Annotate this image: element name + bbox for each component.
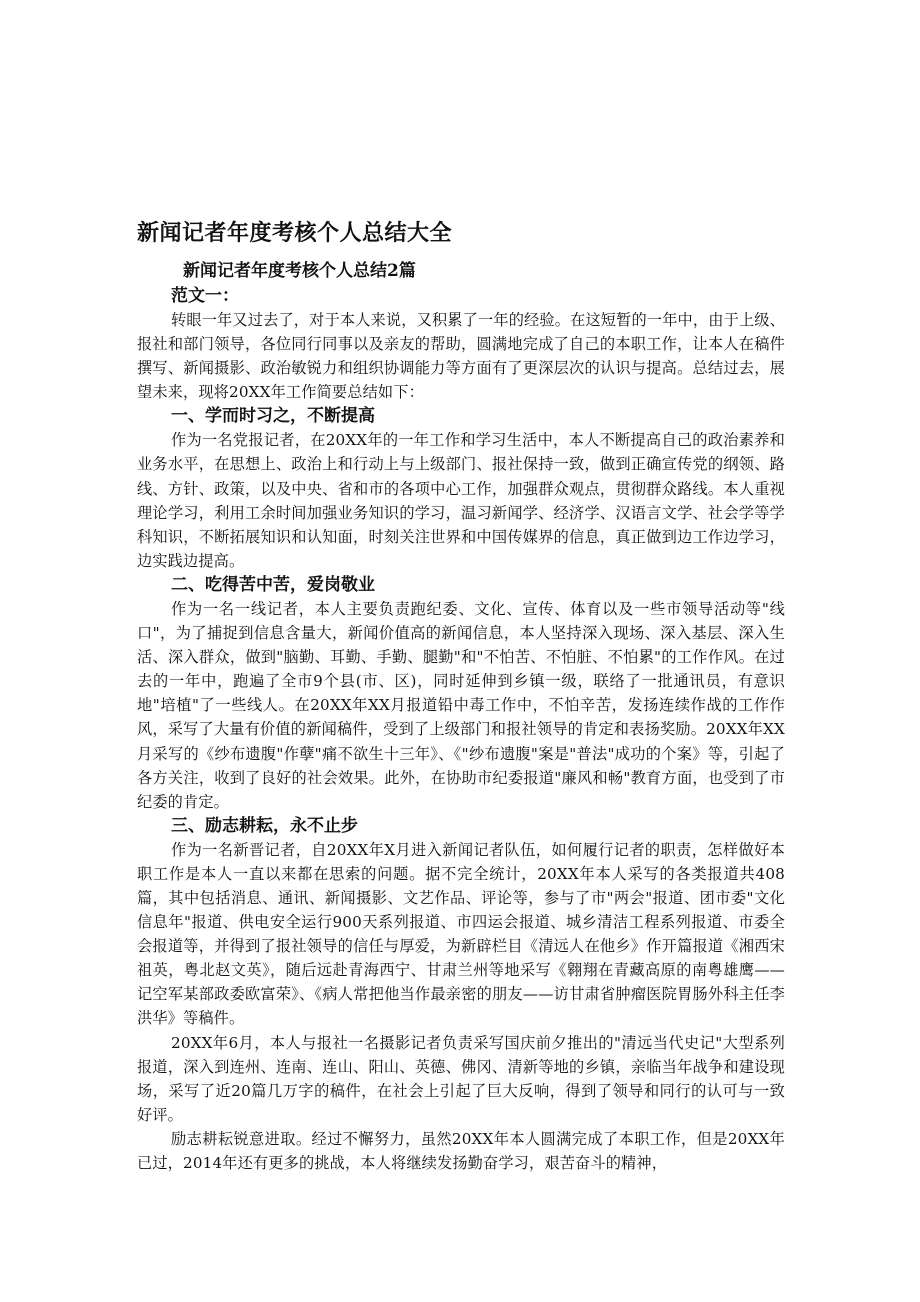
section-heading-1: 一、学而时习之，不断提高 xyxy=(171,406,375,427)
document-body xyxy=(137,258,785,1175)
section-3-paragraph-1: 作为一名新晋记者，自20XX年X月进入新闻记者队伍，如何履行记者的职责，怎样做好本职工作是本人一直以来都在思索的问题。据不完全统计，20XX年本人采写的各类报道共408篇，其中包括消息、通讯、新闻摄影、文艺作品、评论等，参与了市"两会"报道、团市委"文化信息年"报道、供电安全运行900天系列报道、市四运会报道、城乡清洁工程系列报道、市委全会报道等，并得到了报社领导的信任与厚爱，为新辟栏目《清远人在他乡》作开篇报道《湘西宋祖英，粤北赵文英》，随后远赴青海西宁、甘肃兰州等地采写《翱翔在青藏高原的南粤雄鹰——记空军某部政委欧富荣》、《病人常把他当作最亲密的朋友——访甘肃省肿瘤医院胃肠外科主任李洪华》等稿件。 xyxy=(137,840,785,1028)
intro-paragraph: 转眼一年又过去了，对于本人来说，又积累了一年的经验。在这短暂的一年中，由于上级、报社和部门领导，各位同行同事以及亲友的帮助，圆满地完成了自己的本职工作，让本人在稿件撰写、新闻摄影、政治敏锐力和组织协调能力等方面有了更深层次的认识与提高。总结过去，展望未来，现将20XX年工作简要总结如下： xyxy=(137,311,785,402)
section-3-paragraph-3: 励志耕耘锐意进取。经过不懈努力，虽然20XX年本人圆满完成了本职工作，但是20XX年已过，2014年还有更多的挑战，本人将继续发扬勤奋学习，艰苦奋斗的精神， xyxy=(137,1129,785,1172)
section-3-paragraph-2: 20XX年6月，本人与报社一名摄影记者负责采写国庆前夕推出的"清远当代史记"大型系列报道，深入到连州、连南、连山、阳山、英德、佛冈、清新等地的乡镇，亲临当年战争和建设现场，采写了近20篇几万字的稿件，在社会上引起了巨大反响，得到了领导和同行的认可与一致好评。 xyxy=(137,1033,785,1124)
section-1-paragraph: 作为一名党报记者，在20XX年的一年工作和学习生活中，本人不断提高自己的政治素养和业务水平，在思想上、政治上和行动上与上级部门、报社保持一致，做到正确宣传党的纲领、路线、方针、政策，以及中央、省和市的各项中心工作，加强群众观点，贯彻群众路线。本人重视理论学习，利用工余时间加强业务知识的学习，温习新闻学、经济学、汉语言文学、社会学等学科知识，不断拓展知识和认知面，时刻关注世界和中国传媒界的信息，真正做到边工作边学习，边实践边提高。 xyxy=(137,431,785,570)
section-heading-2: 二、吃得苦中苦，爱岗敬业 xyxy=(171,574,375,595)
section-heading-3: 三、励志耕耘，永不止步 xyxy=(171,815,358,836)
section-2-paragraph: 作为一名一线记者，本人主要负责跑纪委、文化、宣传、体育以及一些市领导活动等"线口"，为了捕捉到信息含量大，新闻价值高的新闻信息，本人坚持深入现场、深入基层、深入生活、深入群众，做到"脑勤、耳勤、手勤、腿勤"和"不怕苦、不怕脏、不怕累"的工作作风。在过去的一年中，跑遍了全市9个县(市、区)，同时延伸到乡镇一级，联络了一批通讯员，有意识地"培植"了一些线人。在20XX年XX月报道铅中毒工作中，不怕辛苦，发扬连续作战的工作作风，采写了大量有价值的新闻稿件，受到了上级部门和报社领导的肯定和表扬奖励。20XX年XX月采写的《纱布遗腹"作孽"痛不欲生十三年》、《"纱布遗腹"案是"普法"成功的个案》等，引起了各方关注，收到了良好的社会效果。此外，在协助市纪委报道"廉风和畅"教育方面，也受到了市纪委的肯定。 xyxy=(137,599,785,811)
document-title: 新闻记者年度考核个人总结大全 xyxy=(137,220,453,246)
document-subtitle: 新闻记者年度考核个人总结2篇 xyxy=(183,261,416,281)
sample-label: 范文一： xyxy=(171,286,239,306)
